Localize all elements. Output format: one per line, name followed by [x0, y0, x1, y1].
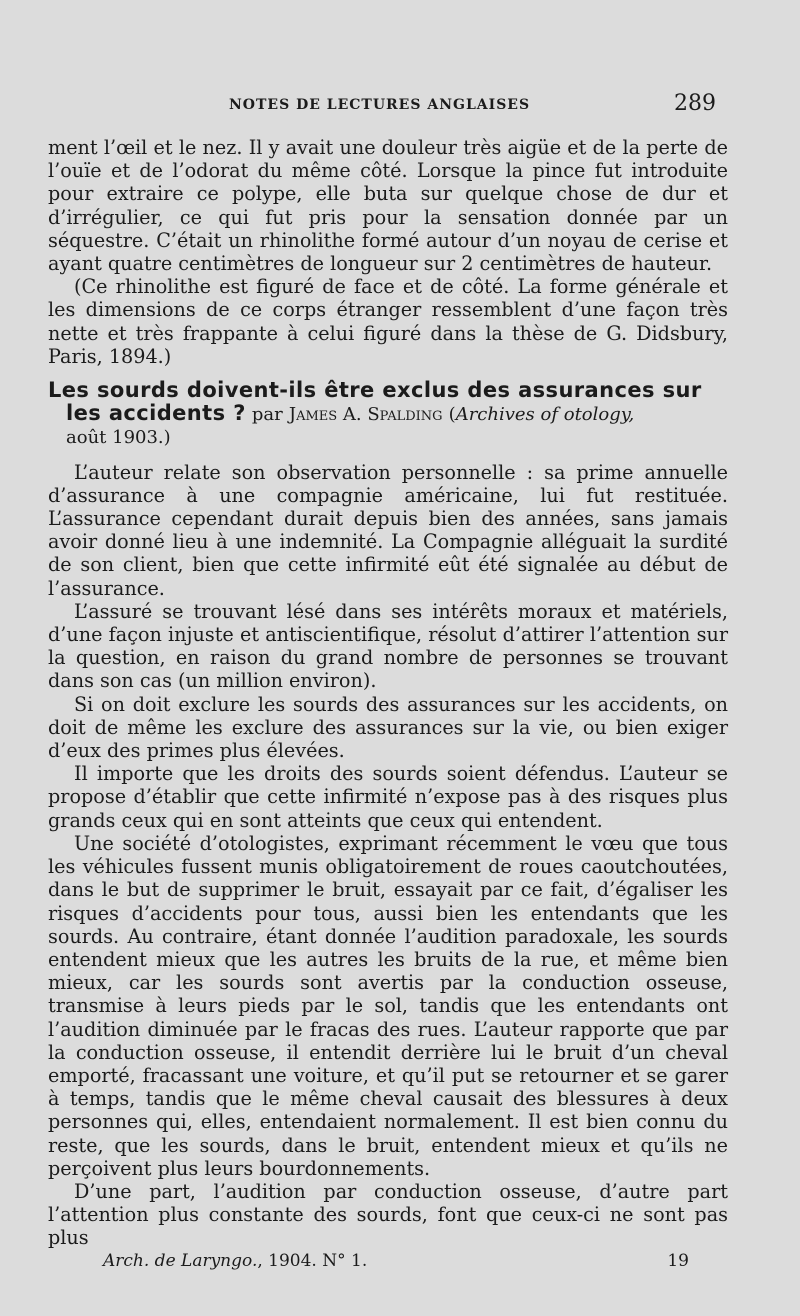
- heading-open-paren: (: [448, 404, 456, 426]
- paragraph: L’auteur relate son observation personnelle : sa prime annuelle d’assurance à une compagnie américaine, lui fut restituée. L’assurance cependant durait depuis bien des années, sans jamais avoir donné lieu à une indemnité. La Compagnie alléguait la surdité de son client, bien que cette infirmité eût été signalée au début de l’assurance.: [48, 460, 728, 600]
- signature-mark: 19: [667, 1251, 689, 1271]
- footer-journal-title: Arch. de Laryngo.: [103, 1251, 258, 1271]
- heading-title-line1: Les sourds doivent-ils être exclus des assurances sur: [48, 378, 702, 403]
- section-heading: [48, 379, 728, 450]
- footer-journal-issue: , 1904. N° 1.: [257, 1251, 368, 1271]
- page-footer: [103, 1251, 689, 1275]
- paragraph: L’assuré se trouvant lésé dans ses intérêts moraux et matériels, d’une façon injuste et antiscientifique, résolut d’attirer l’attention sur la question, en raison du grand nombre de personnes se trouvant dans son cas (un million environ).: [48, 599, 728, 693]
- paragraph: (Ce rhinolithe est figuré de face et de côté. La forme générale et les dimensions de ce corps étranger ressemblent d’une façon très nette et très frappante à celui figuré dans la thèse de G. Didsbury, Paris, 1894.): [48, 275, 728, 368]
- heading-journal: Archives of otology,: [455, 404, 635, 426]
- article-body: [48, 136, 728, 1250]
- page-number: 289: [674, 91, 716, 116]
- paragraph: Une société d’otologistes, exprimant récemment le vœu que tous les véhicules fussent munis obligatoirement de roues caoutchoutées, dans le but de supprimer le bruit, essayait par ce fait, d’égaliser les risques d’accidents pour tous, aussi bien les entendants que les sourds. Au contraire, étant donnée l’audition paradoxale, les sourds entendent mieux que les autres les bruits de la rue, et même bien mieux, car les sourds sont avertis par la conduction osseuse, transmise à leurs pieds par le sol, tandis que les entendants ont l’audition diminuée par le fracas des rues. L’auteur rapporte que par la conduction osseuse, il entendit derrière lui le bruit d’un cheval emporté, fracassant une voiture, et qu’il put se retourner et se garer à temps, tandis que le même cheval causait des blessures à deux personnes qui, elles, entendaient normalement. Il est bien connu du reste, que les sourds, dans le bruit, entendent mieux et qu’ils ne perçoivent plus leurs bourdonnements.: [48, 831, 728, 1180]
- paragraph: ment l’œil et le nez. Il y avait une douleur très aigüe et de la perte de l’ouïe et de l’odorat du même côté. Lorsque la pince fut introduite pour extraire ce polype, elle buta sur quelque chose de dur et d’irrégulier, ce qui fut pris pour la sensation donnée par un séquestre. C’était un rhinolithe formé autour d’un noyau de cerise et ayant quatre centimètres de longueur sur 2 centimètres de hauteur.: [48, 136, 728, 276]
- heading-title-line2: les accidents ?: [66, 401, 246, 426]
- paragraph: D’une part, l’audition par conduction osseuse, d’autre part l’attention plus constante des sourds, font que ceux-ci ne sont pas plus: [48, 1179, 728, 1250]
- heading-date: août 1903.): [66, 427, 171, 449]
- page-header: [229, 93, 716, 119]
- heading-author: James A. Spalding: [288, 404, 443, 426]
- running-title: NOTES DE LECTURES ANGLAISES: [229, 97, 531, 113]
- paragraph: Si on doit exclure les sourds des assurances sur les accidents, on doit de même les exclure des assurances sur la vie, ou bien exiger d’eux des primes plus élevées.: [48, 692, 728, 763]
- paragraph: Il importe que les droits des sourds soient défendus. L’auteur se propose d’établir que cette infirmité n’expose pas à des risques plus grands ceux qui en sont atteints que ceux qui entendent.: [48, 762, 728, 832]
- footer-journal-ref: [103, 1251, 367, 1271]
- heading-by: par: [251, 404, 283, 426]
